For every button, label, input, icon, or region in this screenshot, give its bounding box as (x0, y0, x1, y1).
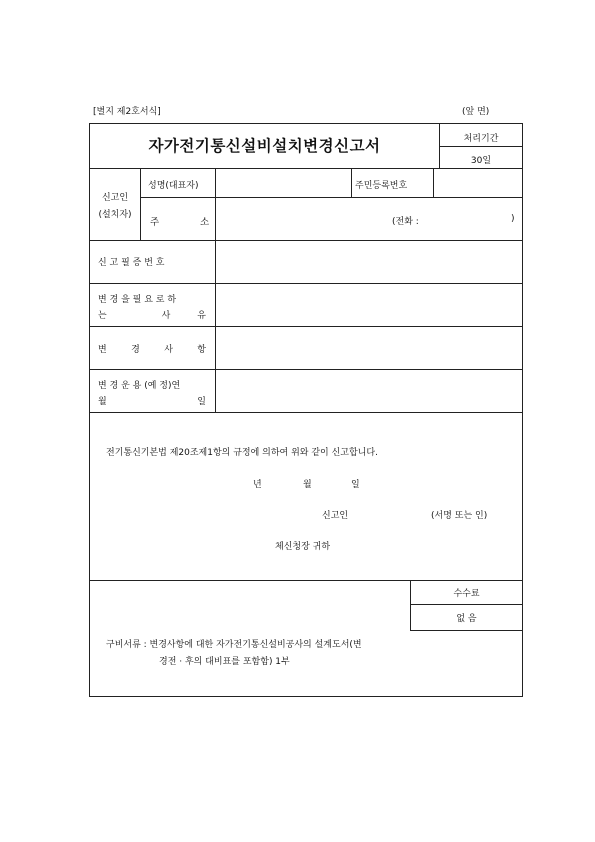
name-label: 성명(대표자) (148, 181, 199, 191)
address-label-second: 소 (200, 217, 210, 228)
required-documents-line2: 경전 · 후의 대비표를 포함함) 1부 (159, 657, 290, 667)
resident-number-label: 주민등록번호 (355, 181, 408, 191)
form-title: 자가전기통신설비설치변경신고서 (148, 137, 381, 155)
installer-label: (설치자) (98, 210, 132, 220)
date-month-label: 월 (303, 480, 312, 490)
signer-label: 신고인 (322, 511, 349, 521)
phone-label: (전화 : (392, 217, 419, 227)
page-side-label: (앞 면) (462, 107, 490, 117)
changes-label-char-4: 항 (197, 345, 206, 355)
required-documents-line1: 구비서류 : 변경사항에 대한 자가전기통신설비공사의 설계도서(변 (106, 640, 362, 650)
processing-period-label: 처리기간 (463, 134, 499, 144)
changes-label-char-2: 경 (131, 345, 140, 355)
operation-date-label-line2 (98, 394, 206, 407)
signature-hint: (서명 또는 인) (431, 511, 488, 521)
operation-date-label-month: 월 (98, 397, 107, 407)
operation-date-label-day: 일 (197, 397, 206, 407)
form-number: [별지 제2호서식] (93, 107, 161, 117)
date-year-label: 년 (253, 480, 262, 490)
declaration-statement: 전기통신기본법 제20조제1항의 규정에 의하여 위와 같이 신고합니다. (106, 448, 378, 458)
operation-date-label-line1: 변 경 운 용 (예 정)연 (98, 381, 181, 391)
address-label-first: 주 (150, 217, 160, 228)
report-form (89, 123, 523, 697)
certificate-number-label: 신 고 필 증 번 호 (98, 258, 165, 268)
reason-label-word-2: 사 (161, 311, 171, 321)
reporter-label: 신고인 (101, 193, 129, 203)
changes-label-char-1: 변 (98, 345, 107, 355)
changes-label-char-3: 사 (164, 345, 173, 355)
addressee: 체신청장 귀하 (275, 542, 331, 552)
reason-label-line2 (98, 308, 206, 321)
reason-label-line1: 변 경 을 필 요 로 하 (98, 295, 177, 305)
reason-label-word-1: 는 (98, 311, 107, 321)
fee-label: 수수료 (453, 589, 480, 599)
changes-label (98, 342, 206, 355)
processing-period-value: 30일 (470, 156, 492, 166)
date-day-label: 일 (351, 480, 360, 490)
phone-close-paren: ) (511, 214, 515, 224)
fee-value: 없 음 (456, 614, 477, 624)
reason-label-word-3: 유 (197, 311, 206, 321)
